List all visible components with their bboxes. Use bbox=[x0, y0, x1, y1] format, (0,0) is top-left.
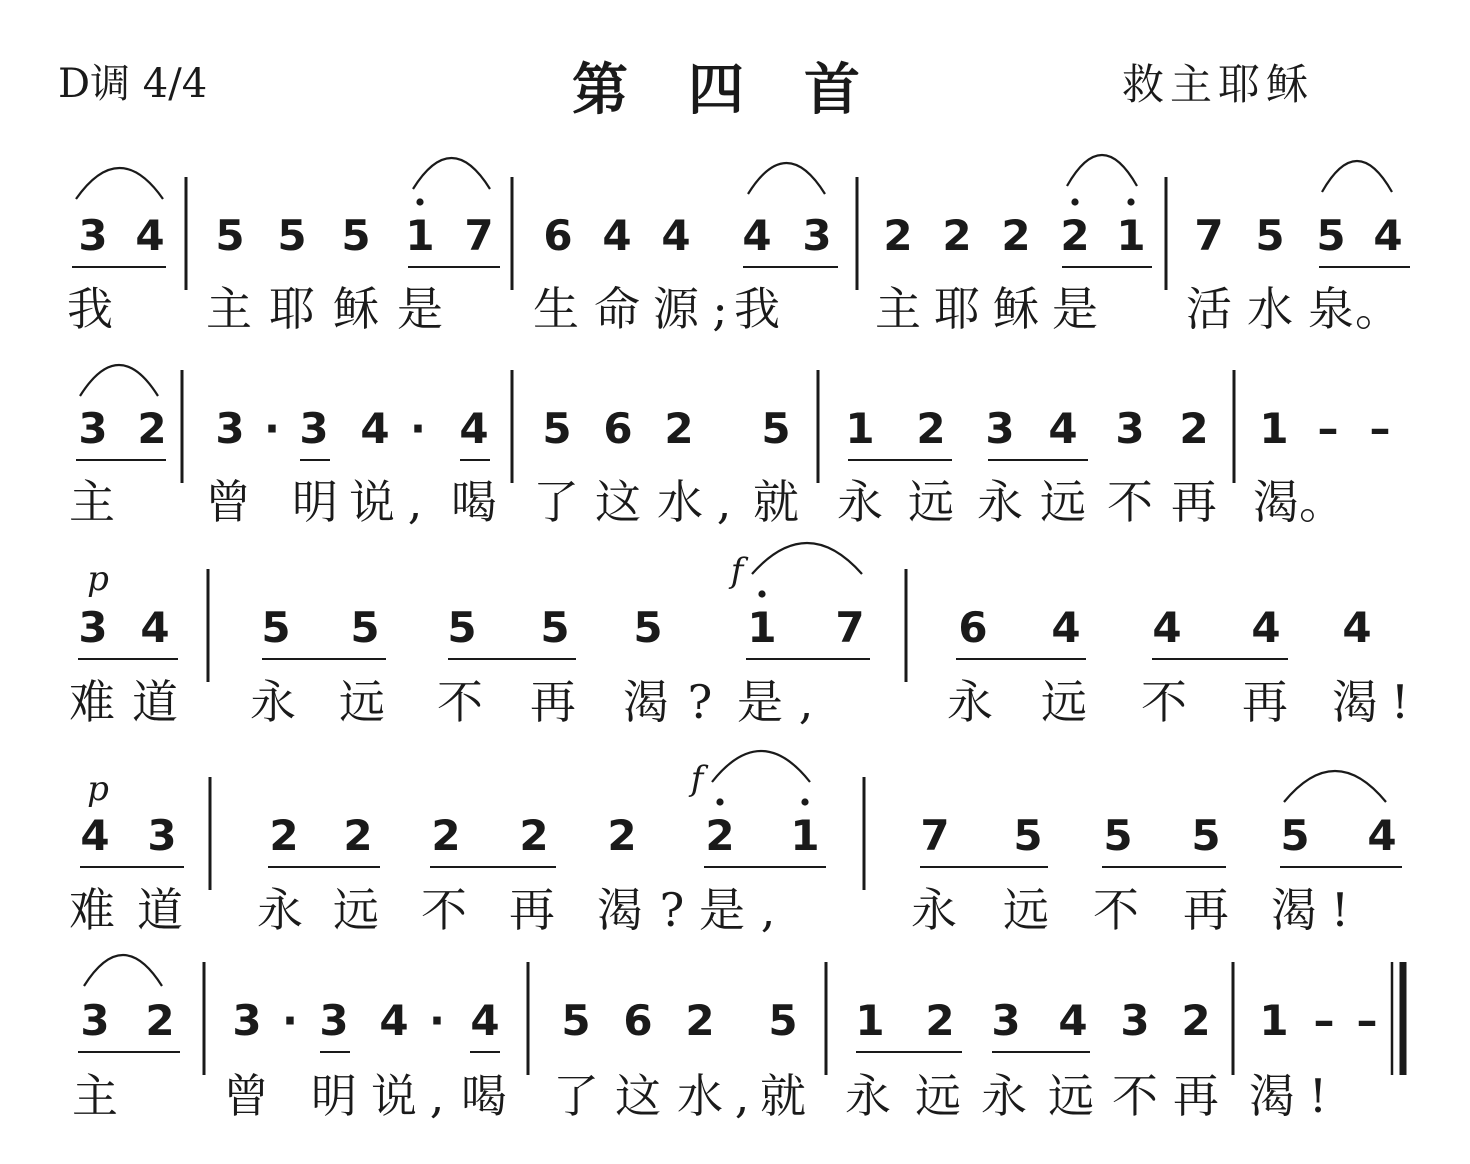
note: 4 bbox=[1367, 811, 1397, 860]
note: 2 bbox=[607, 811, 637, 860]
note: 4 bbox=[1342, 603, 1372, 652]
lyric-char: 了 bbox=[533, 475, 579, 529]
lyric-char: 不 bbox=[437, 675, 483, 729]
note: 5 bbox=[1255, 211, 1285, 260]
note: 5 bbox=[1316, 211, 1346, 260]
note: 7 bbox=[1194, 211, 1224, 260]
note: 3 bbox=[991, 996, 1021, 1045]
lyric-char: ! bbox=[1308, 1069, 1328, 1123]
note: 1 bbox=[790, 811, 820, 860]
lyric-char: 喝 bbox=[451, 475, 497, 529]
lyric-char: 是 bbox=[397, 282, 443, 336]
lyric-char: ! bbox=[1390, 675, 1410, 729]
lyric-char: 永 bbox=[257, 883, 303, 937]
note: 5 bbox=[633, 603, 663, 652]
note: · bbox=[282, 996, 298, 1045]
note: 7 bbox=[835, 603, 865, 652]
lyric-char: 这 bbox=[595, 475, 641, 529]
note: 4 bbox=[470, 996, 500, 1045]
note: 2 bbox=[1060, 211, 1090, 260]
note: 3 bbox=[802, 211, 832, 260]
lyric-char: 说 bbox=[371, 1069, 417, 1123]
octave-dot bbox=[758, 590, 765, 597]
note: 4 bbox=[661, 211, 691, 260]
note: 2 bbox=[137, 404, 167, 453]
note: · bbox=[429, 996, 445, 1045]
lyric-char: 再 bbox=[530, 675, 576, 729]
octave-dot bbox=[1071, 198, 1078, 205]
note: 5 bbox=[261, 603, 291, 652]
note: 2 bbox=[925, 996, 955, 1045]
lyric-char: 再 bbox=[1171, 475, 1217, 529]
lyric-char: 水 bbox=[677, 1069, 723, 1123]
note: 5 bbox=[1103, 811, 1133, 860]
lyric-char: 是 bbox=[1052, 282, 1098, 336]
octave-dot bbox=[801, 798, 808, 805]
lyric-char: 耶 bbox=[934, 282, 980, 336]
lyric-char: 不 bbox=[1107, 475, 1153, 529]
dynamic-mark: f bbox=[690, 759, 704, 799]
note: 4 bbox=[1373, 211, 1403, 260]
note: – bbox=[1317, 404, 1339, 453]
note: 5 bbox=[215, 211, 245, 260]
lyric-char: 永 bbox=[250, 675, 296, 729]
lyric-char: , bbox=[429, 1069, 445, 1123]
lyric-char: , bbox=[716, 475, 732, 529]
tie-arc bbox=[84, 955, 162, 986]
lyric-char: 泉 bbox=[1308, 282, 1354, 336]
lyric-char: 不 bbox=[1141, 675, 1187, 729]
note: · bbox=[410, 404, 426, 453]
note: 2 bbox=[1181, 996, 1211, 1045]
lyric-char: , bbox=[734, 1069, 750, 1123]
note: 5 bbox=[341, 211, 371, 260]
lyric-char: 就 bbox=[760, 1069, 806, 1123]
note: 1 bbox=[855, 996, 885, 1045]
note: 5 bbox=[542, 404, 572, 453]
tie-arc bbox=[712, 751, 810, 782]
note: 6 bbox=[603, 404, 633, 453]
key-signature: D调 4/4 bbox=[58, 61, 208, 107]
lyric-char: 明 bbox=[311, 1069, 357, 1123]
lyric-char: 活 bbox=[1186, 282, 1232, 336]
tie-arc bbox=[1284, 771, 1386, 802]
lyric-char: 再 bbox=[1183, 883, 1229, 937]
note: 5 bbox=[277, 211, 307, 260]
note: 5 bbox=[1013, 811, 1043, 860]
page-title: 第四首 bbox=[572, 58, 920, 123]
lyric-char: 生 bbox=[533, 282, 579, 336]
tie-arc bbox=[752, 543, 862, 574]
lyric-char: 永 bbox=[837, 475, 883, 529]
lyric-char: 渴 bbox=[1332, 675, 1378, 729]
lyric-char: 耶 bbox=[269, 282, 315, 336]
note: 2 bbox=[685, 996, 715, 1045]
note: 3 bbox=[1120, 996, 1150, 1045]
note: 2 bbox=[431, 811, 461, 860]
lyric-char: 道 bbox=[137, 883, 183, 937]
note: 2 bbox=[145, 996, 175, 1045]
note: – bbox=[1369, 404, 1391, 453]
note: 4 bbox=[1058, 996, 1088, 1045]
lyric-char: ; bbox=[712, 282, 728, 336]
lyric-char: 是 bbox=[737, 675, 783, 729]
lyric-char: 远 bbox=[333, 883, 379, 937]
lyric-char: 明 bbox=[292, 475, 338, 529]
tie-arc bbox=[748, 163, 825, 194]
note: 2 bbox=[1001, 211, 1031, 260]
lyric-char: 道 bbox=[132, 675, 178, 729]
lyric-char: 远 bbox=[1040, 475, 1086, 529]
octave-dot bbox=[716, 798, 723, 805]
lyric-char: 曾 bbox=[205, 475, 251, 529]
note: 3 bbox=[80, 996, 110, 1045]
lyric-char: , bbox=[760, 883, 776, 937]
note: 4 bbox=[742, 211, 772, 260]
lyric-char: , bbox=[407, 475, 423, 529]
note: 5 bbox=[1191, 811, 1221, 860]
lyric-char: 难 bbox=[69, 883, 115, 937]
lyric-char: 主 bbox=[72, 1069, 118, 1123]
note: 2 bbox=[1179, 404, 1209, 453]
lyric-char: 永 bbox=[981, 1069, 1027, 1123]
note: 2 bbox=[343, 811, 373, 860]
note: 3 bbox=[299, 404, 329, 453]
lyric-char: 永 bbox=[911, 883, 957, 937]
note: 4 bbox=[459, 404, 489, 453]
lyric-char: 我 bbox=[734, 282, 780, 336]
lyric-char: 不 bbox=[421, 883, 467, 937]
note: 3 bbox=[78, 211, 108, 260]
note: 3 bbox=[147, 811, 177, 860]
note: 2 bbox=[664, 404, 694, 453]
lyric-char: 就 bbox=[753, 475, 799, 529]
note: 1 bbox=[845, 404, 875, 453]
note: 4 bbox=[379, 996, 409, 1045]
note: 2 bbox=[519, 811, 549, 860]
lyric-char: 。 bbox=[1355, 282, 1401, 336]
lyric-char: 主 bbox=[206, 282, 252, 336]
lyric-char: 。 bbox=[1299, 475, 1345, 529]
lyric-char: 难 bbox=[69, 675, 115, 729]
note: 3 bbox=[232, 996, 262, 1045]
note: 3 bbox=[78, 603, 108, 652]
lyric-char: 远 bbox=[339, 675, 385, 729]
octave-dot bbox=[416, 198, 423, 205]
note: 3 bbox=[985, 404, 1015, 453]
note: 4 bbox=[1251, 603, 1281, 652]
lyric-char: 再 bbox=[1242, 675, 1288, 729]
note: 6 bbox=[958, 603, 988, 652]
lyric-char: 远 bbox=[1048, 1069, 1094, 1123]
note: 4 bbox=[1048, 404, 1078, 453]
lyric-char: 曾 bbox=[223, 1069, 269, 1123]
note: 5 bbox=[561, 996, 591, 1045]
lyric-char: 命 bbox=[594, 282, 640, 336]
lyric-char: 再 bbox=[1173, 1069, 1219, 1123]
lyric-char: 渴 bbox=[597, 883, 643, 937]
note: 5 bbox=[1280, 811, 1310, 860]
lyric-char: 稣 bbox=[993, 282, 1039, 336]
lyric-char: 了 bbox=[553, 1069, 599, 1123]
lyric-char: 不 bbox=[1112, 1069, 1158, 1123]
lyric-char: ! bbox=[1330, 883, 1350, 937]
note: 4 bbox=[1051, 603, 1081, 652]
note: 6 bbox=[623, 996, 653, 1045]
note: 4 bbox=[602, 211, 632, 260]
lyric-char: 永 bbox=[947, 675, 993, 729]
tie-arc bbox=[80, 365, 158, 396]
lyric-char: 我 bbox=[67, 282, 113, 336]
lyric-char: 稣 bbox=[333, 282, 379, 336]
lyric-char: 远 bbox=[1041, 675, 1087, 729]
note: 3 bbox=[1115, 404, 1145, 453]
note: 3 bbox=[215, 404, 245, 453]
note: 1 bbox=[1259, 996, 1289, 1045]
note: 5 bbox=[447, 603, 477, 652]
lyric-char: ? bbox=[687, 675, 713, 729]
lyric-char: 说 bbox=[349, 475, 395, 529]
lyric-char: 主 bbox=[69, 475, 115, 529]
note: 1 bbox=[747, 603, 777, 652]
lyric-char: 再 bbox=[509, 883, 555, 937]
lyric-char: 远 bbox=[1003, 883, 1049, 937]
note: 1 bbox=[1259, 404, 1289, 453]
lyric-char: 渴 bbox=[1249, 1069, 1295, 1123]
lyric-char: 水 bbox=[1247, 282, 1293, 336]
note: · bbox=[264, 404, 280, 453]
note: – bbox=[1313, 996, 1335, 1045]
lyric-char: , bbox=[798, 675, 814, 729]
octave-dot bbox=[1127, 198, 1134, 205]
note: 3 bbox=[319, 996, 349, 1045]
dynamic-mark: p bbox=[87, 559, 109, 599]
tie-arc bbox=[1067, 155, 1137, 186]
note: – bbox=[1356, 996, 1378, 1045]
lyric-char: 永 bbox=[977, 475, 1023, 529]
lyric-char: 远 bbox=[908, 475, 954, 529]
note: 5 bbox=[350, 603, 380, 652]
note: 2 bbox=[705, 811, 735, 860]
tie-arc bbox=[1322, 161, 1392, 192]
lyric-char: 渴 bbox=[623, 675, 669, 729]
note: 2 bbox=[942, 211, 972, 260]
note: 5 bbox=[540, 603, 570, 652]
note: 4 bbox=[360, 404, 390, 453]
lyric-char: 渴 bbox=[1253, 475, 1299, 529]
lyric-char: 远 bbox=[915, 1069, 961, 1123]
lyric-char: 主 bbox=[875, 282, 921, 336]
note: 3 bbox=[78, 404, 108, 453]
note: 4 bbox=[1152, 603, 1182, 652]
lyric-char: 喝 bbox=[461, 1069, 507, 1123]
note: 5 bbox=[761, 404, 791, 453]
dynamic-mark: f bbox=[730, 551, 744, 591]
tie-arc bbox=[76, 168, 163, 199]
note: 4 bbox=[140, 603, 170, 652]
note: 1 bbox=[405, 211, 435, 260]
note: 5 bbox=[768, 996, 798, 1045]
note: 4 bbox=[80, 811, 110, 860]
note: 6 bbox=[543, 211, 573, 260]
lyric-char: 是 bbox=[699, 883, 745, 937]
lyric-char: 不 bbox=[1093, 883, 1139, 937]
note: 2 bbox=[269, 811, 299, 860]
lyric-char: ? bbox=[659, 883, 685, 937]
lyric-char: 渴 bbox=[1271, 883, 1317, 937]
song-subtitle: 救主耶稣 bbox=[1122, 60, 1315, 109]
note: 2 bbox=[916, 404, 946, 453]
note: 2 bbox=[883, 211, 913, 260]
note: 7 bbox=[920, 811, 950, 860]
lyric-char: 源 bbox=[653, 282, 699, 336]
lyric-char: 这 bbox=[615, 1069, 661, 1123]
lyric-char: 永 bbox=[845, 1069, 891, 1123]
dynamic-mark: p bbox=[87, 769, 109, 809]
note: 7 bbox=[464, 211, 494, 260]
note: 4 bbox=[135, 211, 165, 260]
tie-arc bbox=[413, 158, 490, 189]
lyric-char: 水 bbox=[657, 475, 703, 529]
note: 1 bbox=[1116, 211, 1146, 260]
